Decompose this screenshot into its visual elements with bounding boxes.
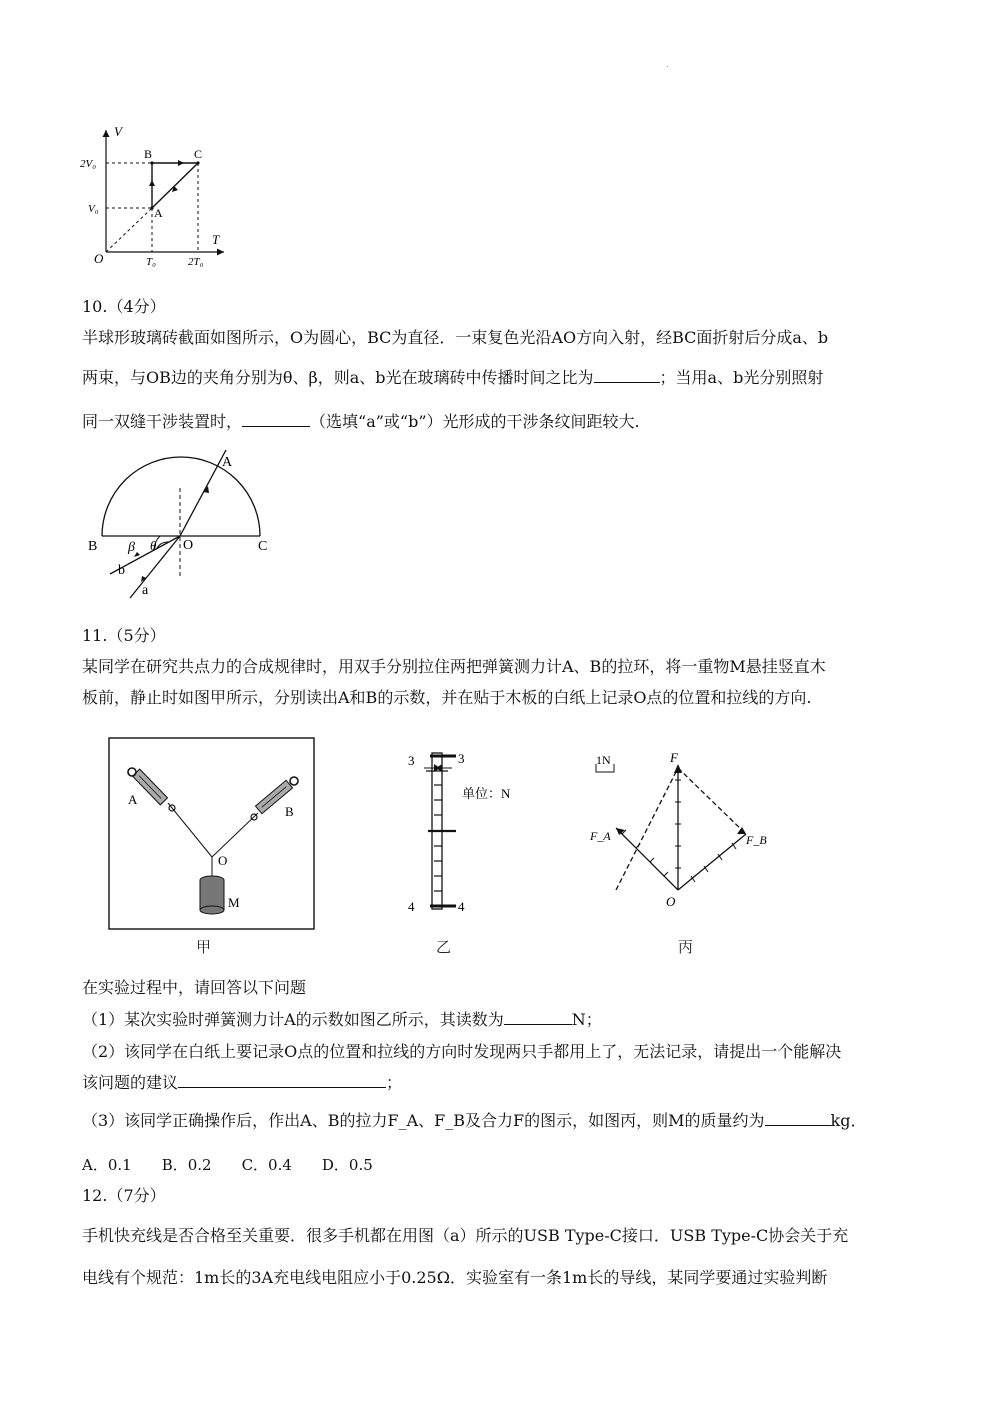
jia-label-o: O — [218, 853, 228, 868]
q11-part3-text: （3）该同学正确操作后，作出A、B的拉力F_A、F_B及合力F的图示，如图丙，则M的质量约为 — [82, 1111, 765, 1130]
q12-header: 12.（7分） — [82, 1186, 166, 1205]
q11-part2-text: 该问题的建议 — [82, 1073, 179, 1092]
bing-label-fa: F_A — [590, 829, 611, 843]
jia-label-a: A — [128, 792, 138, 807]
tick-2t0: 2T₀ — [188, 256, 204, 268]
q12-line2: 电线有个规范：1m长的3A充电线电阻应小于0.25Ω．实验室有一条1m长的导线，某同学要通过实验判断 — [82, 1268, 828, 1287]
figure-bing — [586, 750, 776, 912]
q11-part2-line2 — [82, 1073, 402, 1093]
q11-part2-line1: （2）该同学在白纸上要记录O点的位置和拉线的方向时发现两只手都用上了，无法记录，请提出一个能解决 — [82, 1042, 842, 1061]
bing-label-fb: F_B — [746, 833, 767, 847]
q10-line2-text: 两束，与OB边的夹角分别为θ、β，则a、b光在玻璃砖中传播时间之比为 — [82, 368, 594, 387]
bing-scale: 1N — [596, 753, 611, 767]
q11-part2-tail: ； — [386, 1073, 403, 1092]
point-b-label: B — [144, 147, 153, 161]
hemi-label-o: O — [183, 538, 194, 553]
q10-line2 — [82, 368, 823, 388]
hemi-label-beta: β — [128, 540, 135, 555]
q11-part3-blank[interactable] — [765, 1111, 831, 1126]
tick-2v0: 2V₀ — [80, 158, 97, 170]
jia-label-b: B — [285, 804, 294, 819]
hemi-label-ray-b: b — [118, 563, 125, 578]
tick-v0: V₀ — [88, 203, 99, 215]
tick-t0: T₀ — [146, 256, 156, 268]
q11-line2: 板前，静止时如图甲所示，分别读出A和B的示数，并在贴于木板的白纸上记录O点的位置和拉线的方向. — [82, 688, 812, 707]
q12-line1: 手机快充线是否合格至关重要．很多手机都在用图（a）所示的USB Type-C接口．USB Type-C协会关于充 — [82, 1226, 849, 1245]
caption-jia: 甲 — [196, 938, 212, 956]
q11-intro: 在实验过程中，请回答以下问题 — [82, 978, 307, 997]
yi-top-right: 3 — [458, 751, 465, 766]
bing-label-o: O — [666, 894, 676, 909]
jia-label-m: M — [228, 895, 240, 910]
hemi-label-b: B — [88, 539, 98, 554]
q11-line1: 某同学在研究共点力的合成规律时，用双手分别拉住两把弹簧测力计A、B的拉环，将一重物M悬挂竖直木 — [82, 657, 826, 676]
origin-label: O — [94, 251, 104, 266]
q11-part1-text: （1）某次实验时弹簧测力计A的示数如图乙所示，其读数为 — [82, 1010, 504, 1029]
q11-part1-unit: N； — [571, 1010, 602, 1029]
q10-line3-tail: （选填“a”或“b”）光形成的干涉条纹间距较大. — [310, 412, 640, 431]
figure-yi — [404, 747, 524, 915]
point-a-label: A — [154, 206, 163, 220]
hemi-label-a: A — [222, 455, 233, 470]
caption-bing: 丙 — [678, 938, 694, 956]
q10-line3-text: 同一双缝干涉装置时， — [82, 412, 243, 431]
bing-label-f: F — [670, 750, 678, 765]
hemi-label-ray-a: a — [142, 583, 149, 598]
yi-unit: 单位：N — [462, 786, 511, 801]
q11-part3 — [82, 1111, 866, 1131]
hemi-label-c: C — [258, 539, 268, 554]
q10-answer-blank-2[interactable] — [242, 412, 310, 427]
point-c-label: C — [194, 147, 203, 161]
q10-line2-tail: ；当用a、b光分别照射 — [659, 368, 824, 387]
figure-jia — [108, 737, 316, 931]
stray-dot: . — [666, 60, 669, 69]
q10-header: 10.（4分） — [82, 297, 166, 316]
q10-answer-blank-1[interactable] — [594, 368, 660, 383]
q10-line1: 半球形玻璃砖截面如图所示，O为圆心，BC为直径．一束复色光沿AO方向入射，经BC面折射后分成a、b — [82, 328, 829, 347]
vt-graph — [78, 122, 228, 272]
q10-line3 — [82, 412, 640, 432]
q11-part1-blank[interactable] — [504, 1010, 572, 1025]
caption-yi: 乙 — [436, 938, 452, 956]
q11-options: A．0.1 B．0.2 C．0.4 D．0.5 — [82, 1156, 373, 1174]
yi-top-left: 3 — [408, 753, 415, 768]
v-axis-label: V — [114, 124, 122, 139]
q11-header: 11.（5分） — [82, 626, 166, 645]
hemisphere-figure — [84, 450, 284, 602]
q11-part1 — [82, 1010, 602, 1030]
q11-part2-blank[interactable] — [178, 1073, 386, 1088]
yi-bottom-right: 4 — [458, 899, 465, 914]
hemi-label-theta: θ — [150, 538, 157, 553]
yi-bottom-left: 4 — [408, 899, 415, 914]
t-axis-label: T — [212, 232, 220, 247]
q11-part3-unit: kg． — [830, 1111, 867, 1130]
